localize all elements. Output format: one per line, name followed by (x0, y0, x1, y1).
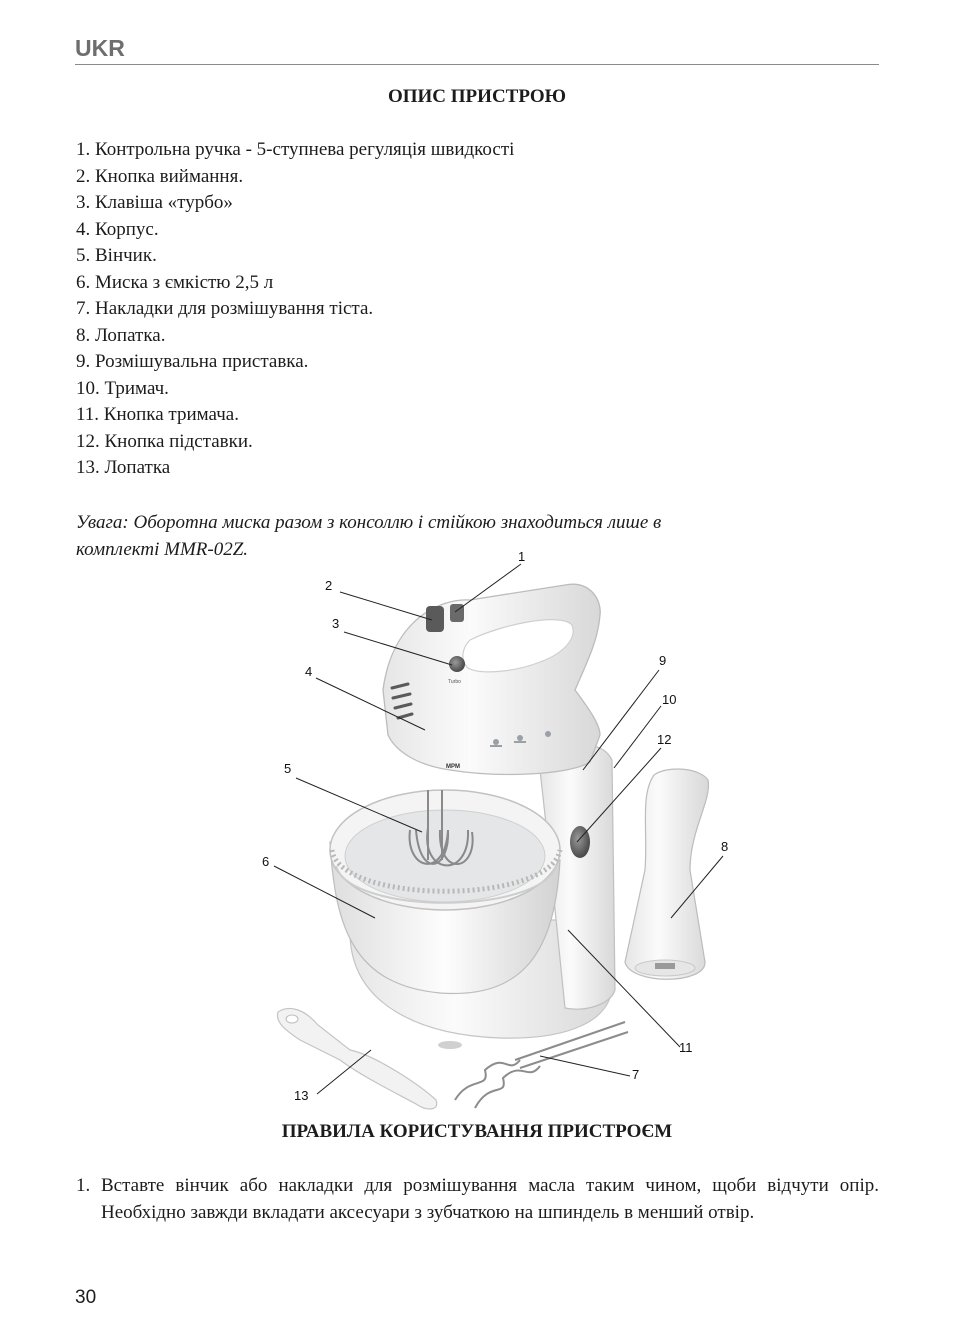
parts-list-item: 13. Лопатка (76, 457, 171, 478)
callout-11: 11 (679, 1040, 693, 1055)
callout-4: 4 (305, 664, 313, 679)
parts-list-item: 1. Контрольна ручка - 5-ступнева регуляція швидкості (76, 139, 515, 160)
parts-list-item: 10. Тримач. (76, 377, 169, 399)
note-line: Увага: Оборотна миска разом з консоллю і стійкою знаходиться лише в (76, 512, 662, 533)
section-title-usage: ПРАВИЛА КОРИСТУВАННЯ ПРИСТРОЄМ (281, 1121, 673, 1142)
header-rule (75, 64, 879, 65)
parts-list-item: 4. Корпус. (76, 218, 159, 240)
spatula-standing (625, 769, 708, 979)
callout-3: 3 (332, 616, 340, 631)
callout-13: 13 (294, 1088, 309, 1103)
callout-11-12: 12 (657, 732, 672, 747)
parts-list-item: 6. Миска з ємкістю 2,5 л (76, 271, 274, 293)
callout-2: 2 (325, 578, 333, 593)
parts-list-item: 7. Накладки для розмішування тіста. (76, 298, 374, 319)
callout-7: 7 (632, 1067, 640, 1082)
page-number: 30 (75, 1287, 97, 1308)
parts-list-item: 2. Кнопка виймання. (76, 165, 244, 187)
note-line: комплекті MMR-02Z. (76, 539, 249, 560)
callout-10: 10 (662, 692, 677, 707)
usage-step-number: 1. (76, 1175, 91, 1196)
parts-list-item: 8. Лопатка. (76, 324, 166, 346)
turbo-button (449, 656, 465, 672)
parts-list-item: 9. Розмішувальна приставка. (76, 351, 309, 372)
parts-list-item: 11. Кнопка тримача. (76, 404, 239, 425)
mixer-diagram (0, 540, 954, 1115)
parts-list-item: 12. Кнопка підставки. (76, 430, 253, 452)
usage-step (76, 1172, 879, 1226)
callout-8: 8 (721, 839, 729, 854)
callout-1: 1 (518, 549, 526, 564)
callout-6: 6 (262, 854, 270, 869)
parts-list-item: 3. Клавіша «турбо» (76, 192, 233, 213)
brand-mark: MPM (446, 764, 460, 770)
parts-list-item: 5. Вінчик. (76, 245, 157, 266)
section-title-description: ОПИС ПРИСТРОЮ (387, 86, 567, 107)
turbo-button-label: Turbo (448, 679, 461, 685)
usage-step-text: Вставте вінчик або накладки для розмішування масла таким чином, щоби відчути опір. Необхідно завжди вкладати аксесуари з зубчаткою на шпиндель в менший отвір. (101, 1175, 879, 1223)
callout-5: 5 (284, 761, 292, 776)
parts-list (76, 137, 514, 482)
language-label: UKR (75, 35, 125, 61)
callout-9: 9 (659, 653, 667, 668)
